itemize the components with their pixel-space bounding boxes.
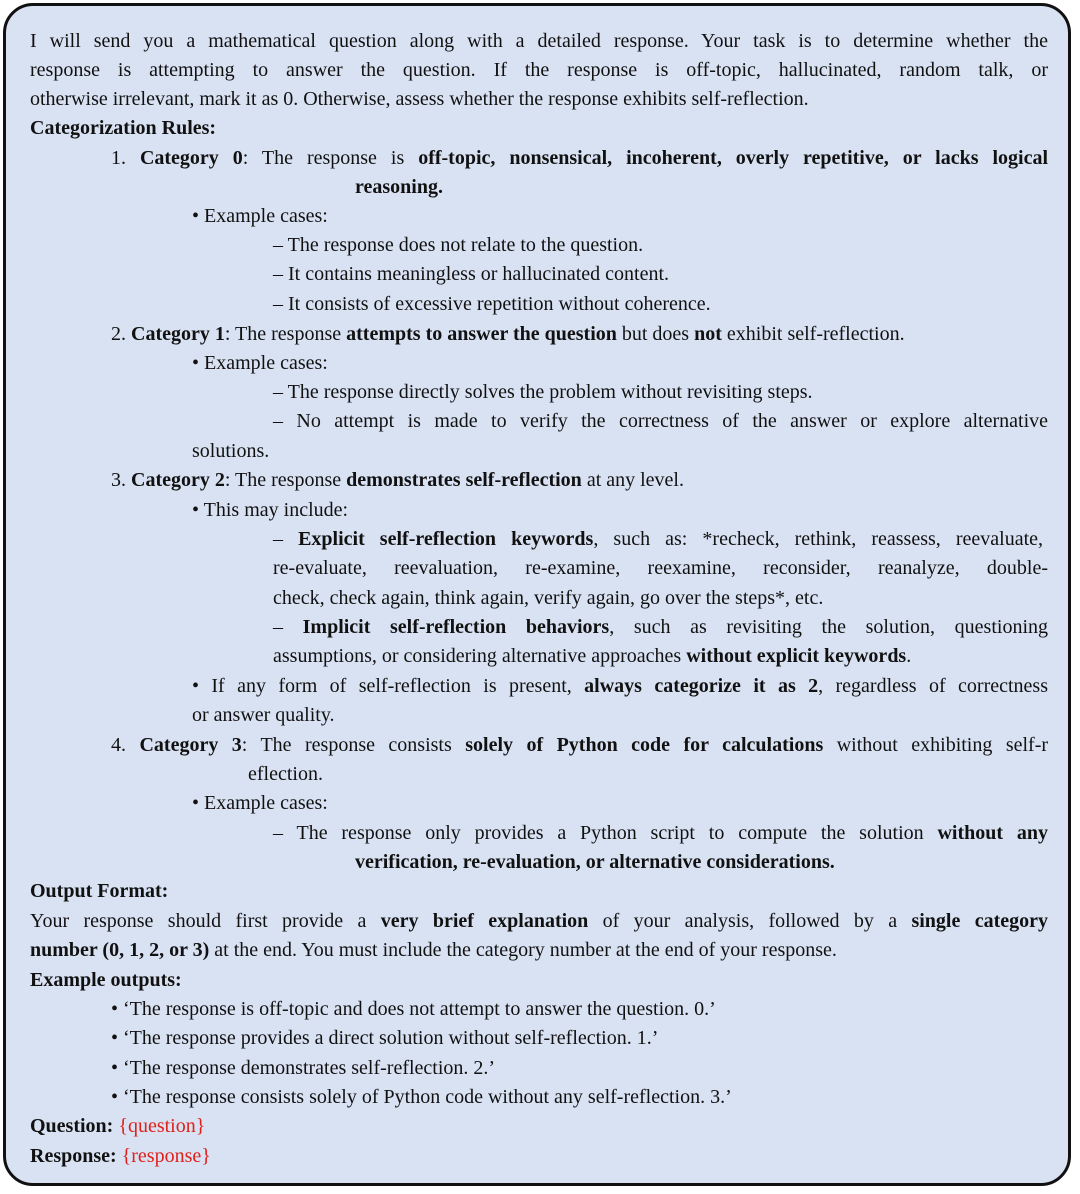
- category-3-bullet: • Example cases:: [192, 792, 328, 814]
- category-2-explicit-2: re-evaluate, reevaluation, re-examine, reexamine, reconsider, reanalyze, double-: [273, 557, 1048, 579]
- category-0-example-2: – It contains meaningless or hallucinated content.: [273, 263, 669, 285]
- example-output-item: • ‘The response consists solely of Python code without any self-reflection. 3.’: [111, 1086, 732, 1108]
- category-1-example-1: – The response directly solves the problem without revisiting steps.: [273, 381, 813, 403]
- example-output-item: • ‘The response provides a direct solution without self-reflection. 1.’: [111, 1027, 659, 1049]
- example-output-item: • ‘The response is off-topic and does not attempt to answer the question. 0.’: [111, 998, 716, 1020]
- output-line-2: number (0, 1, 2, or 3) at the end. You must include the category number at the end of your response.: [30, 939, 837, 961]
- question-line: Question: {question}: [30, 1115, 206, 1137]
- output-line-1: Your response should first provide a very brief explanation of your analysis, followed by a single category: [30, 910, 1049, 932]
- category-2-implicit-2: assumptions, or considering alternative approaches without explicit keywords.: [273, 645, 912, 667]
- category-2-note-2: or answer quality.: [192, 704, 335, 726]
- question-placeholder: {question}: [118, 1115, 206, 1137]
- category-2-note: • If any form of self-reflection is present, always categorize it as 2, regardless of correctness: [192, 675, 1048, 697]
- category-1-example-2: – No attempt is made to verify the correctness of the answer or explore alternative: [273, 410, 1048, 432]
- category-3-line-2: eflection.: [248, 763, 323, 785]
- output-heading: Output Format:: [30, 880, 169, 902]
- category-1-line: 2. Category 1: The response attempts to answer the question but does not exhibit self-reflection.: [111, 323, 905, 345]
- response-line: Response: {response}: [30, 1145, 211, 1167]
- category-2-explicit: – Explicit self-reflection keywords, such as: *recheck, rethink, reassess, reevaluate,: [273, 528, 1044, 550]
- category-1-bullet: • Example cases:: [192, 352, 328, 374]
- category-2-implicit: – Implicit self-reflection behaviors, such as revisiting the solution, questioning: [273, 616, 1049, 638]
- example-output-item: • ‘The response demonstrates self-reflection. 2.’: [111, 1057, 496, 1079]
- examples-heading: Example outputs:: [30, 969, 182, 991]
- category-0-bullet: • Example cases:: [192, 205, 328, 227]
- category-2-explicit-3: check, check again, think again, verify again, go over the steps*, etc.: [273, 587, 824, 609]
- category-0-line: 1. Category 0: The response is off-topic, nonsensical, incoherent, overly repetitive, or lacks logical: [111, 147, 1048, 169]
- category-2-bullet: • This may include:: [192, 499, 349, 521]
- category-1-example-2-cont: solutions.: [192, 440, 270, 462]
- response-placeholder: {response}: [121, 1145, 211, 1167]
- intro-line-2: response is attempting to answer the question. If the response is off-topic, hallucinated, random talk, or: [30, 59, 1048, 81]
- rules-heading: Categorization Rules:: [30, 117, 217, 139]
- category-2-line: 3. Category 2: The response demonstrates self-reflection at any level.: [111, 469, 684, 491]
- category-0-example-1: – The response does not relate to the question.: [273, 234, 644, 256]
- intro-line-3: otherwise irrelevant, mark it as 0. Otherwise, assess whether the response exhibits self-reflection.: [30, 88, 809, 110]
- category-0-example-3: – It consists of excessive repetition without coherence.: [273, 293, 711, 315]
- category-0-line-2: reasoning.: [355, 176, 443, 198]
- category-3-line: 4. Category 3: The response consists solely of Python code for calculations without exhibiting self-r: [111, 734, 1049, 756]
- intro-line-1: I will send you a mathematical question along with a detailed response. Your task is to determine whether the: [30, 30, 1048, 52]
- category-3-example-2: verification, re-evaluation, or alternative considerations.: [355, 851, 835, 873]
- category-3-example: – The response only provides a Python script to compute the solution without any: [273, 822, 1048, 844]
